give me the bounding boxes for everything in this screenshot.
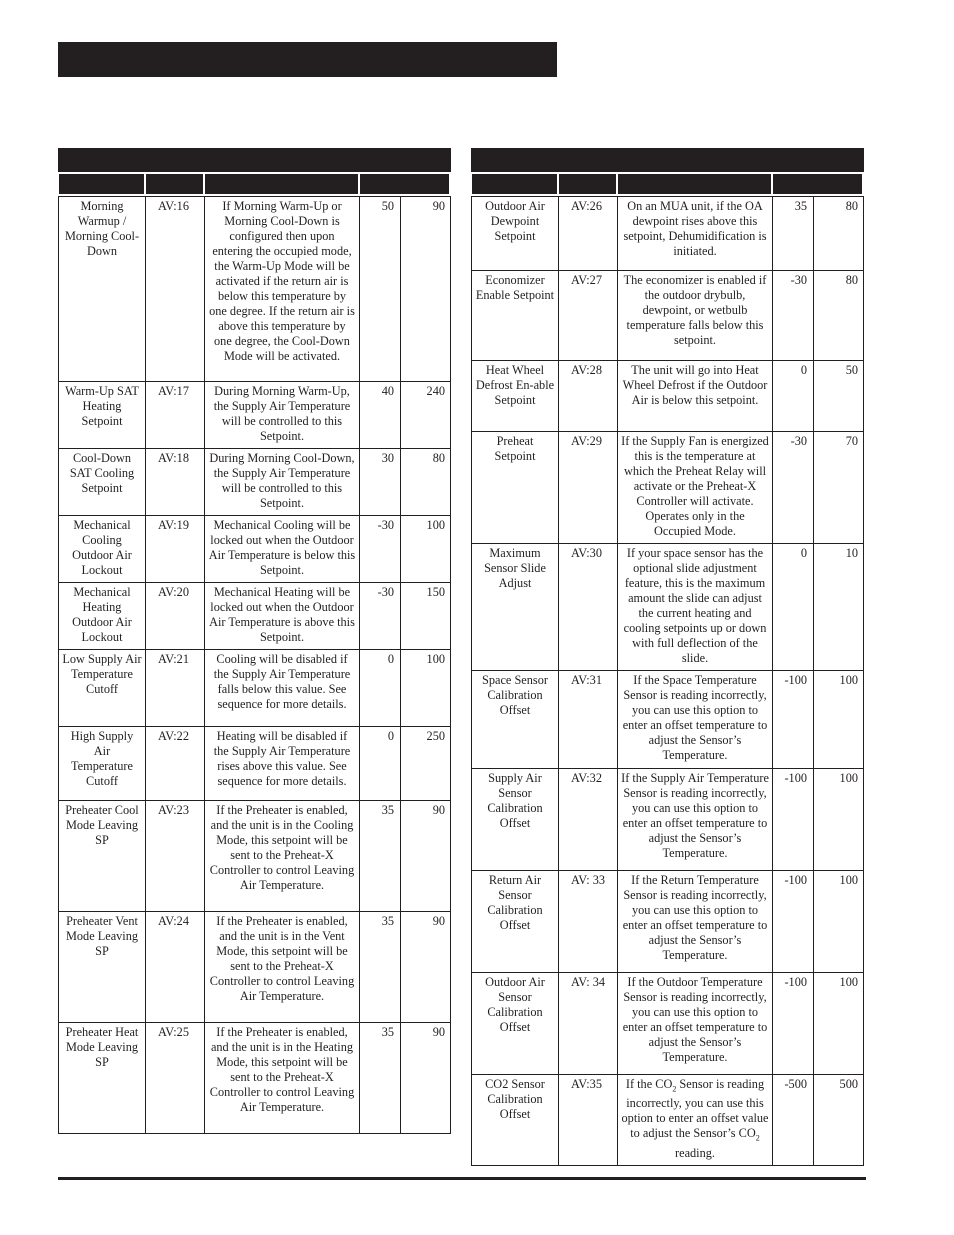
setpoint-name-cell: Heat Wheel Defrost En-able Setpoint [472, 361, 559, 432]
table-row [59, 727, 451, 801]
setpoint-name-cell: Outdoor Air Sensor Calibration Offset [472, 973, 559, 1075]
max-value-cell: 100 [401, 516, 451, 583]
description-cell: If your space sensor has the optional slide adjustment feature, this is the maximum amount the slide can adjust the current heating and cooling setpoints up or down with full deflection of the slide. [618, 544, 773, 671]
description-cell: Cooling will be disabled if the Supply Air Temperature falls below this value. See sequence for more details. [205, 650, 360, 727]
table-row [59, 801, 451, 912]
min-value-cell: 0 [360, 650, 401, 727]
setpoint-name-cell: Maximum Sensor Slide Adjust [472, 544, 559, 671]
object-id-cell: AV:30 [559, 544, 618, 671]
min-value-cell: 35 [360, 801, 401, 912]
object-id-cell: AV:24 [146, 912, 205, 1023]
description-cell: Mechanical Heating will be locked out when the Outdoor Air Temperature is above this Setpoint. [205, 583, 360, 650]
setpoint-name-cell: Cool-Down SAT Cooling Setpoint [59, 449, 146, 516]
min-value-cell: 35 [360, 1023, 401, 1134]
max-value-cell: 500 [814, 1075, 864, 1166]
table-row [59, 650, 451, 727]
table-row [59, 516, 451, 583]
max-value-cell: 50 [814, 361, 864, 432]
object-id-cell: AV: 33 [559, 871, 618, 973]
min-value-cell: -500 [773, 1075, 814, 1166]
setpoint-name-cell: Outdoor Air Dewpoint Setpoint [472, 197, 559, 271]
setpoint-name-cell: Preheater Vent Mode Leaving SP [59, 912, 146, 1023]
object-id-cell: AV:32 [559, 769, 618, 871]
min-value-cell: -100 [773, 671, 814, 769]
object-id-cell: AV:26 [559, 197, 618, 271]
max-value-cell: 150 [401, 583, 451, 650]
header-cell-description [618, 174, 773, 194]
description-cell: On an MUA unit, if the OA dewpoint rises above this setpoint, Dehumidification is initiated. [618, 197, 773, 271]
description-cell: During Morning Cool-Down, the Supply Air Temperature will be controlled to this Setpoint. [205, 449, 360, 516]
right-table [471, 148, 864, 1166]
max-value-cell: 90 [401, 1023, 451, 1134]
description-cell [618, 1075, 773, 1166]
min-value-cell: -100 [773, 871, 814, 973]
description-cell: If the Preheater is enabled, and the unit is in the Cooling Mode, this setpoint will be sent to the Preheat-X Controller to control Leaving Air Temperature. [205, 801, 360, 912]
description-cell: The economizer is enabled if the outdoor drybulb, dewpoint, or wetbulb temperature falls below this setpoint. [618, 271, 773, 361]
description-cell: If the Preheater is enabled, and the unit is in the Vent Mode, this setpoint will be sent to the Preheat-X Controller to control Leaving Air Temperature. [205, 912, 360, 1023]
min-value-cell: 0 [360, 727, 401, 801]
min-value-cell: 0 [773, 544, 814, 671]
min-value-cell: 35 [773, 197, 814, 271]
setpoint-name-cell: Low Supply Air Temperature Cutoff [59, 650, 146, 727]
left-table [58, 148, 451, 1134]
min-value-cell: 35 [360, 912, 401, 1023]
max-value-cell: 90 [401, 197, 451, 382]
min-value-cell: 50 [360, 197, 401, 382]
table-row [472, 432, 864, 544]
setpoint-name-cell: CO2 Sensor Calibration Offset [472, 1075, 559, 1166]
setpoint-name-cell: Mechanical Heating Outdoor Air Lockout [59, 583, 146, 650]
description-cell: If the Return Temperature Sensor is reading incorrectly, you can use this option to enter an offset temperature to adjust the Sensor’s Temperature. [618, 871, 773, 973]
header-cell-description [205, 174, 360, 194]
object-id-cell: AV:20 [146, 583, 205, 650]
min-value-cell: -30 [360, 583, 401, 650]
object-id-cell: AV:23 [146, 801, 205, 912]
object-id-cell: AV:25 [146, 1023, 205, 1134]
description-cell: If the Supply Fan is energized this is the temperature at which the Preheat Relay will activate or the Preheat-X Controller will activate. Operates only in the Occupied Mode. [618, 432, 773, 544]
object-id-cell: AV:17 [146, 382, 205, 449]
description-cell: If the Space Temperature Sensor is reading incorrectly, you can use this option to enter an offset temperature to adjust the Sensor’s Temperature. [618, 671, 773, 769]
max-value-cell: 10 [814, 544, 864, 671]
setpoint-name-cell: Space Sensor Calibration Offset [472, 671, 559, 769]
table-row [472, 544, 864, 671]
max-value-cell: 90 [401, 801, 451, 912]
table-row [472, 361, 864, 432]
description-cell: Mechanical Cooling will be locked out when the Outdoor Air Temperature is below this Setpoint. [205, 516, 360, 583]
setpoint-name-cell: Preheat Setpoint [472, 432, 559, 544]
min-value-cell: -30 [360, 516, 401, 583]
max-value-cell: 80 [401, 449, 451, 516]
page-bottom-rule [58, 1177, 866, 1180]
min-value-cell: -30 [773, 432, 814, 544]
object-id-cell: AV:35 [559, 1075, 618, 1166]
table-row [472, 871, 864, 973]
table-row [472, 769, 864, 871]
table-row [472, 671, 864, 769]
header-cell-name [472, 174, 559, 194]
description-cell: The unit will go into Heat Wheel Defrost if the Outdoor Air is below this setpoint. [618, 361, 773, 432]
description-text: reading. [675, 1145, 715, 1160]
left-table-header-row [58, 172, 451, 196]
header-cell-object [559, 174, 618, 194]
max-value-cell: 250 [401, 727, 451, 801]
header-cell-range [773, 174, 864, 194]
table-row [59, 449, 451, 516]
header-cell-name [59, 174, 146, 194]
table-row [59, 1023, 451, 1134]
table-row [59, 197, 451, 382]
right-table-header-row [471, 172, 864, 196]
object-id-cell: AV:22 [146, 727, 205, 801]
object-id-cell: AV:16 [146, 197, 205, 382]
table-row [59, 382, 451, 449]
max-value-cell: 100 [814, 871, 864, 973]
setpoint-name-cell: Preheater Cool Mode Leaving SP [59, 801, 146, 912]
object-id-cell: AV:28 [559, 361, 618, 432]
description-cell: If the Preheater is enabled, and the unit is in the Heating Mode, this setpoint will be sent to the Preheat-X Controller to control Leaving Air Temperature. [205, 1023, 360, 1134]
object-id-cell: AV:18 [146, 449, 205, 516]
max-value-cell: 240 [401, 382, 451, 449]
left-table-title-bar [58, 148, 451, 172]
object-id-cell: AV:27 [559, 271, 618, 361]
min-value-cell: 40 [360, 382, 401, 449]
description-cell: During Morning Warm-Up, the Supply Air Temperature will be controlled to this Setpoint. [205, 382, 360, 449]
setpoint-name-cell: Return Air Sensor Calibration Offset [472, 871, 559, 973]
right-table-body [471, 196, 864, 1166]
table-row [472, 973, 864, 1075]
max-value-cell: 100 [814, 973, 864, 1075]
description-text: If the CO [625, 1077, 673, 1091]
table-row [472, 1075, 864, 1166]
max-value-cell: 80 [814, 271, 864, 361]
table-row [472, 197, 864, 271]
object-id-cell: AV:29 [559, 432, 618, 544]
description-cell: If Morning Warm-Up or Morning Cool-Down is configured then upon entering the occupied mode, the Warm-Up Mode will be activated if the return air is below this temperature by one degree. If the return air is above this temperature by one degree, the Cool-Down Mode will be activated. [205, 197, 360, 382]
table-row [472, 271, 864, 361]
right-table-title-bar [471, 148, 864, 172]
object-id-cell: AV: 34 [559, 973, 618, 1075]
setpoint-name-cell: Morning Warmup / Morning Cool-Down [59, 197, 146, 382]
max-value-cell: 100 [814, 769, 864, 871]
setpoint-name-cell: Mechanical Cooling Outdoor Air Lockout [59, 516, 146, 583]
description-cell: If the Supply Air Temperature Sensor is reading incorrectly, you can use this option to enter an offset temperature to adjust the Sensor’s Temperature. [618, 769, 773, 871]
left-table-body [58, 196, 451, 1134]
setpoint-name-cell: Warm-Up SAT Heating Setpoint [59, 382, 146, 449]
min-value-cell: 0 [773, 361, 814, 432]
header-cell-object [146, 174, 205, 194]
max-value-cell: 70 [814, 432, 864, 544]
subscript-text: 2 [672, 1084, 677, 1094]
page-header-bar [58, 42, 557, 77]
max-value-cell: 80 [814, 197, 864, 271]
description-text: Sensor is reading incorrectly, you can use this option to enter an offset value to adjust the Sensor’s CO [621, 1077, 769, 1141]
subscript-text: 2 [755, 1133, 760, 1143]
setpoint-name-cell: Preheater Heat Mode Leaving SP [59, 1023, 146, 1134]
max-value-cell: 100 [401, 650, 451, 727]
setpoint-name-cell: High Supply Air Temperature Cutoff [59, 727, 146, 801]
table-row [59, 912, 451, 1023]
max-value-cell: 90 [401, 912, 451, 1023]
min-value-cell: -100 [773, 769, 814, 871]
max-value-cell: 100 [814, 671, 864, 769]
min-value-cell: -100 [773, 973, 814, 1075]
min-value-cell: 30 [360, 449, 401, 516]
object-id-cell: AV:21 [146, 650, 205, 727]
object-id-cell: AV:19 [146, 516, 205, 583]
header-cell-range [360, 174, 451, 194]
description-cell: Heating will be disabled if the Supply Air Temperature rises above this value. See sequence for more details. [205, 727, 360, 801]
setpoint-name-cell: Supply Air Sensor Calibration Offset [472, 769, 559, 871]
min-value-cell: -30 [773, 271, 814, 361]
table-row [59, 583, 451, 650]
description-cell: If the Outdoor Temperature Sensor is reading incorrectly, you can use this option to enter an offset temperature to adjust the Sensor’s Temperature. [618, 973, 773, 1075]
object-id-cell: AV:31 [559, 671, 618, 769]
setpoint-name-cell: Economizer Enable Setpoint [472, 271, 559, 361]
